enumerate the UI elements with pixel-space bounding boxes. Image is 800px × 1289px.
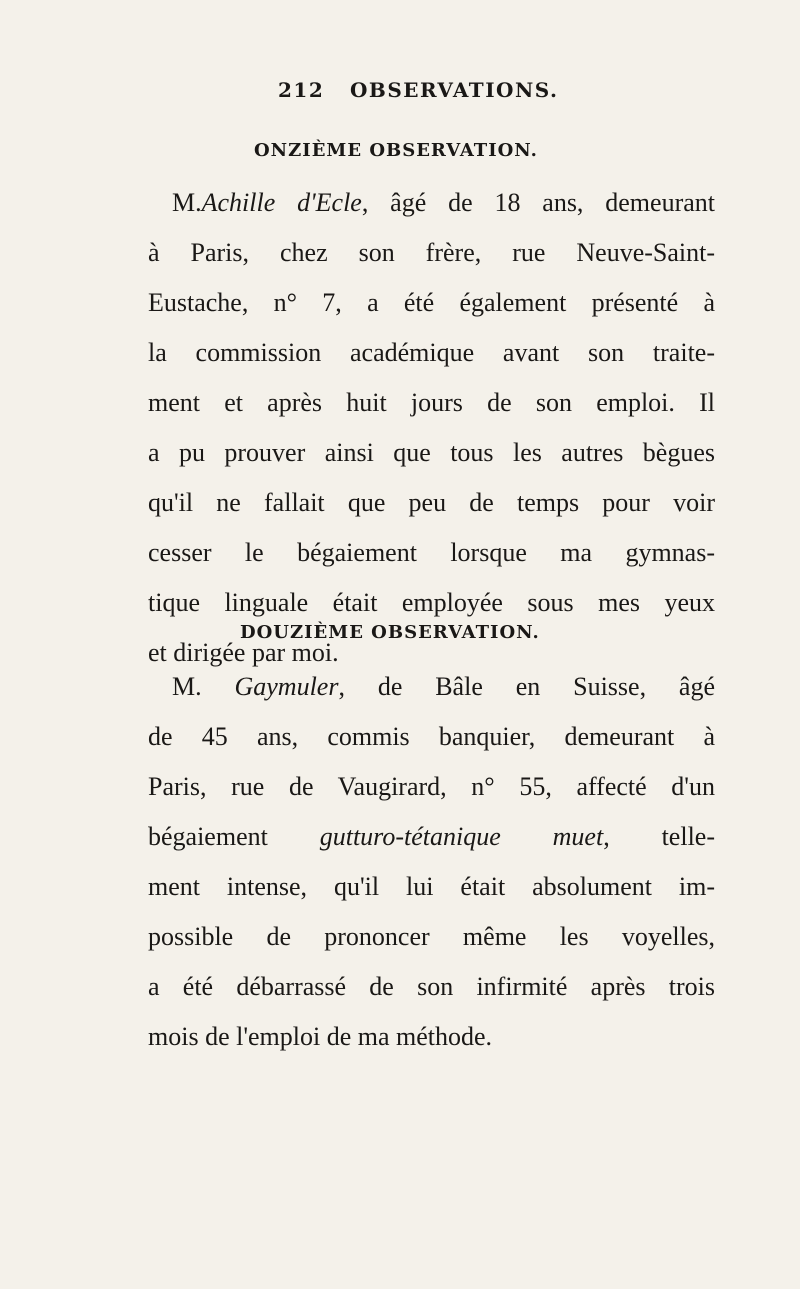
page-number: 212 — [278, 78, 325, 102]
text-line: la commission académique avant son traite- — [148, 338, 715, 367]
text-line: Eustache, n° 7, a été également présenté à — [148, 288, 715, 317]
text-line: bégaiement gutturo-tétanique muet, telle- — [148, 822, 715, 851]
paragraph-douzieme — [148, 662, 715, 1062]
person-name: Gaymuler — [234, 672, 339, 701]
text-line: ment et après huit jours de son emploi. Il — [148, 388, 715, 417]
paragraph-onzieme — [148, 178, 715, 678]
text-line: M. Gaymuler, de Bâle en Suisse, âgé — [172, 672, 716, 701]
text-line: à Paris, chez son frère, rue Neuve-Saint- — [148, 238, 715, 267]
section-heading-douzieme: DOUZIÈME OBSERVATION. — [240, 622, 540, 643]
text-line: cesser le bégaiement lorsque ma gymnas- — [148, 538, 715, 567]
text-line: possible de prononcer même les voyelles, — [148, 922, 715, 951]
text-line: M.Achille d'Ecle, âgé de 18 ans, demeurant — [172, 188, 715, 217]
text-line: Paris, rue de Vaugirard, n° 55, affecté d'un — [148, 772, 715, 801]
running-title: OBSERVATIONS. — [350, 78, 559, 102]
text-line: ment intense, qu'il lui était absolument im- — [148, 872, 715, 901]
text-line: tique linguale était employée sous mes yeux — [148, 588, 715, 617]
text-line: qu'il ne fallait que peu de temps pour voir — [148, 488, 715, 517]
text-line: de 45 ans, commis banquier, demeurant à — [148, 722, 715, 751]
text-line: a été débarrassé de son infirmité après trois — [148, 972, 715, 1001]
text-line: a pu prouver ainsi que tous les autres bègues — [148, 438, 715, 467]
diagnosis-term: gutturo-tétanique muet — [319, 822, 604, 851]
text-line: et dirigée par moi. — [148, 638, 339, 667]
text-line: mois de l'emploi de ma méthode. — [148, 1022, 493, 1051]
person-name: Achille d'Ecle — [201, 188, 362, 217]
section-heading-onzieme: ONZIÈME OBSERVATION. — [254, 140, 538, 161]
